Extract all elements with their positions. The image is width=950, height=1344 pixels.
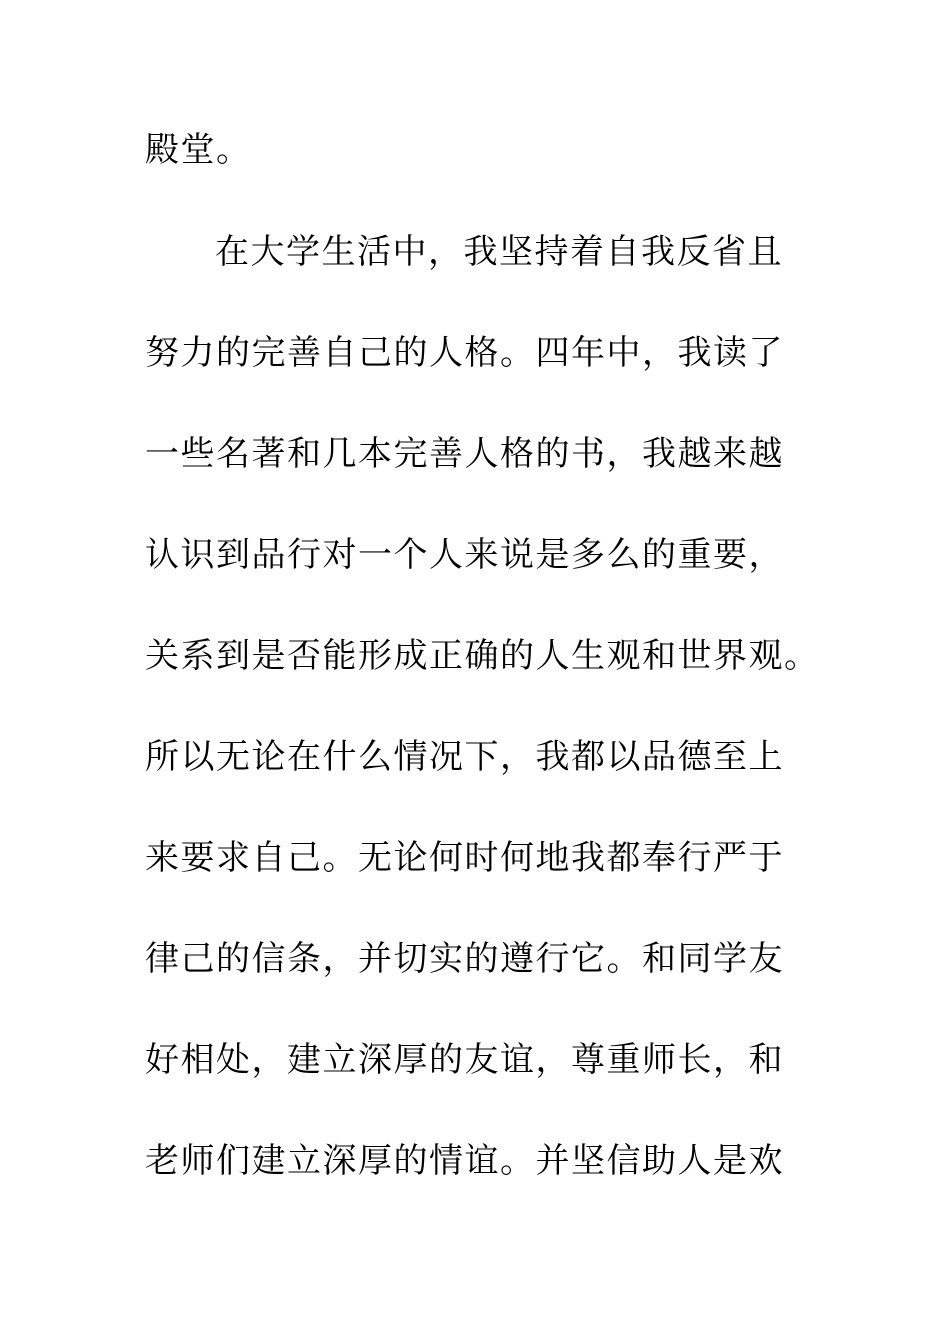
text-line: 来要求自己。无论何时何地我都奉行严于 (145, 838, 784, 878)
text-line: 一些名著和几本完善人格的书，我越来越 (145, 434, 784, 474)
paragraph-first-line: 在大学生活中，我坚持着自我反省且 (215, 232, 783, 272)
text-line: 好相处，建立深厚的友谊，尊重师长，和 (145, 1040, 784, 1080)
text-line: 努力的完善自己的人格。四年中，我读了 (145, 333, 784, 373)
text-line: 老师们建立深厚的情谊。并坚信助人是欢 (145, 1141, 784, 1181)
text-line: 认识到品行对一个人来说是多么的重要， (145, 535, 784, 575)
text-line: 殿堂。 (145, 130, 252, 170)
text-line: 律己的信条，并切实的遵行它。和同学友 (145, 939, 784, 979)
text-line: 所以无论在什么情况下，我都以品德至上 (145, 737, 784, 777)
text-line: 关系到是否能形成正确的人生观和世界观。 (145, 636, 820, 676)
